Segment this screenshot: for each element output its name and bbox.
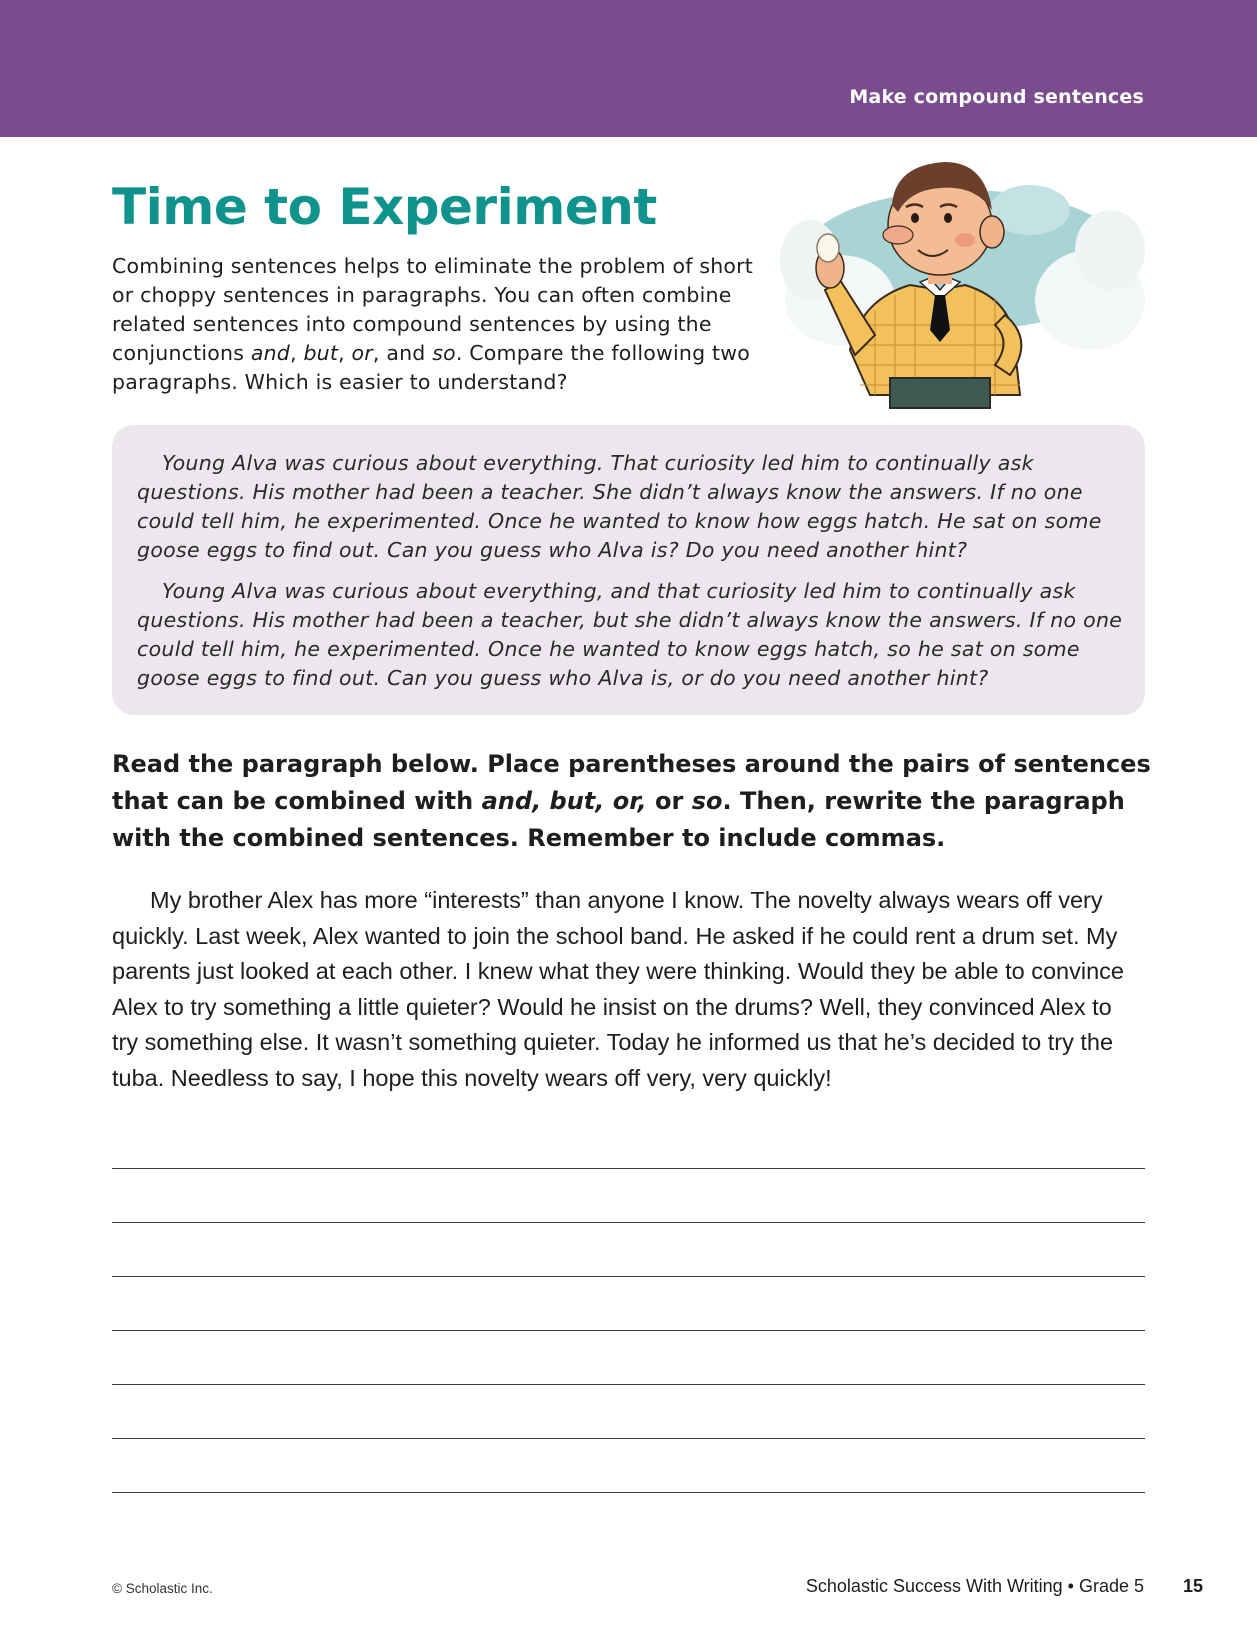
- intro-text-2: . Compare the following two paragraphs. Which is easier to understand?: [112, 341, 750, 394]
- instructions: [112, 746, 1152, 857]
- series-title: Scholastic Success With Writing • Grade 5: [805, 1576, 1144, 1596]
- page-title: Time to Experiment: [112, 178, 657, 236]
- conjunction-and: and: [250, 341, 290, 365]
- example-choppy-paragraph: Young Alva was curious about everything. That curiosity led him to continually ask questions. His mother had been a teacher. She didn’t always know the answers. If no one could tell him, he experimented. Once he wanted to know how eggs hatch. He sat on some goose eggs to find out. Can you guess who Alva is? Do you need another hint?: [137, 451, 1102, 562]
- inventor-illustration: [780, 150, 1150, 425]
- writing-line[interactable]: [112, 1330, 1145, 1331]
- example-paragraphs-box: [112, 425, 1145, 715]
- instructions-text-2: . Then, rewrite the paragraph with the combined sentences. Remember to include commas.: [112, 787, 1125, 852]
- conjunction-or: or: [351, 341, 373, 365]
- page-number: 15: [1182, 1576, 1203, 1596]
- writing-line[interactable]: [112, 1168, 1145, 1169]
- copyright: © Scholastic Inc.: [112, 1581, 213, 1596]
- writing-line[interactable]: [112, 1384, 1145, 1385]
- intro-paragraph: [112, 252, 777, 397]
- eye-left: [911, 213, 919, 223]
- intro-text-1: Combining sentences helps to eliminate the problem of short or choppy sentences in paragraphs. You can often combine related sentences into compound sentences by using the conjunctions: [112, 254, 754, 365]
- instructions-or: or: [646, 787, 692, 815]
- intro-and-text: , and: [372, 341, 433, 365]
- eye-right: [944, 213, 952, 223]
- header-banner: [0, 0, 1257, 137]
- section-label: Make compound sentences: [849, 86, 1144, 108]
- ear: [980, 216, 1004, 248]
- practice-passage: My brother Alex has more “interests” than anyone I know. The novelty always wears off very quickly. Last week, Alex wanted to join the school band. He asked if he could rent a drum set. My parents just looked at each other. I knew what they were thinking. Would they be able to convince Alex to try something a little quieter? Would he insist on the drums? Well, they convinced Alex to try something else. It wasn’t something quieter. Today he informed us that he’s decided to try the tuba. Needless to say, I hope this novelty wears off very, very quickly!: [112, 887, 1124, 1091]
- example-combined-paragraph: Young Alva was curious about everything, and that curiosity led him to continually ask questions. His mother had been a teacher, but she didn’t always know the answers. If no one could tell him, he experimented. Once he wanted to know eggs hatch, so he sat on some goose eggs to find out. Can you guess who Alva is, or do you need another hint?: [137, 579, 1123, 690]
- instructions-conjunction-so: so: [691, 787, 723, 815]
- pants: [890, 378, 990, 408]
- writing-line[interactable]: [112, 1222, 1145, 1223]
- writing-line[interactable]: [112, 1438, 1145, 1439]
- egg: [817, 234, 839, 262]
- conjunction-but: but: [303, 341, 339, 365]
- conjunction-so: so: [432, 341, 456, 365]
- writing-line[interactable]: [112, 1492, 1145, 1493]
- instructions-conjunctions: and, but, or,: [481, 787, 647, 815]
- nose: [883, 226, 913, 244]
- intro-comma: ,: [338, 341, 352, 365]
- writing-line[interactable]: [112, 1276, 1145, 1277]
- instructions-text-1: Read the paragraph below. Place parentheses around the pairs of sentences that can be combined with: [112, 750, 1151, 815]
- intro-comma: ,: [290, 341, 304, 365]
